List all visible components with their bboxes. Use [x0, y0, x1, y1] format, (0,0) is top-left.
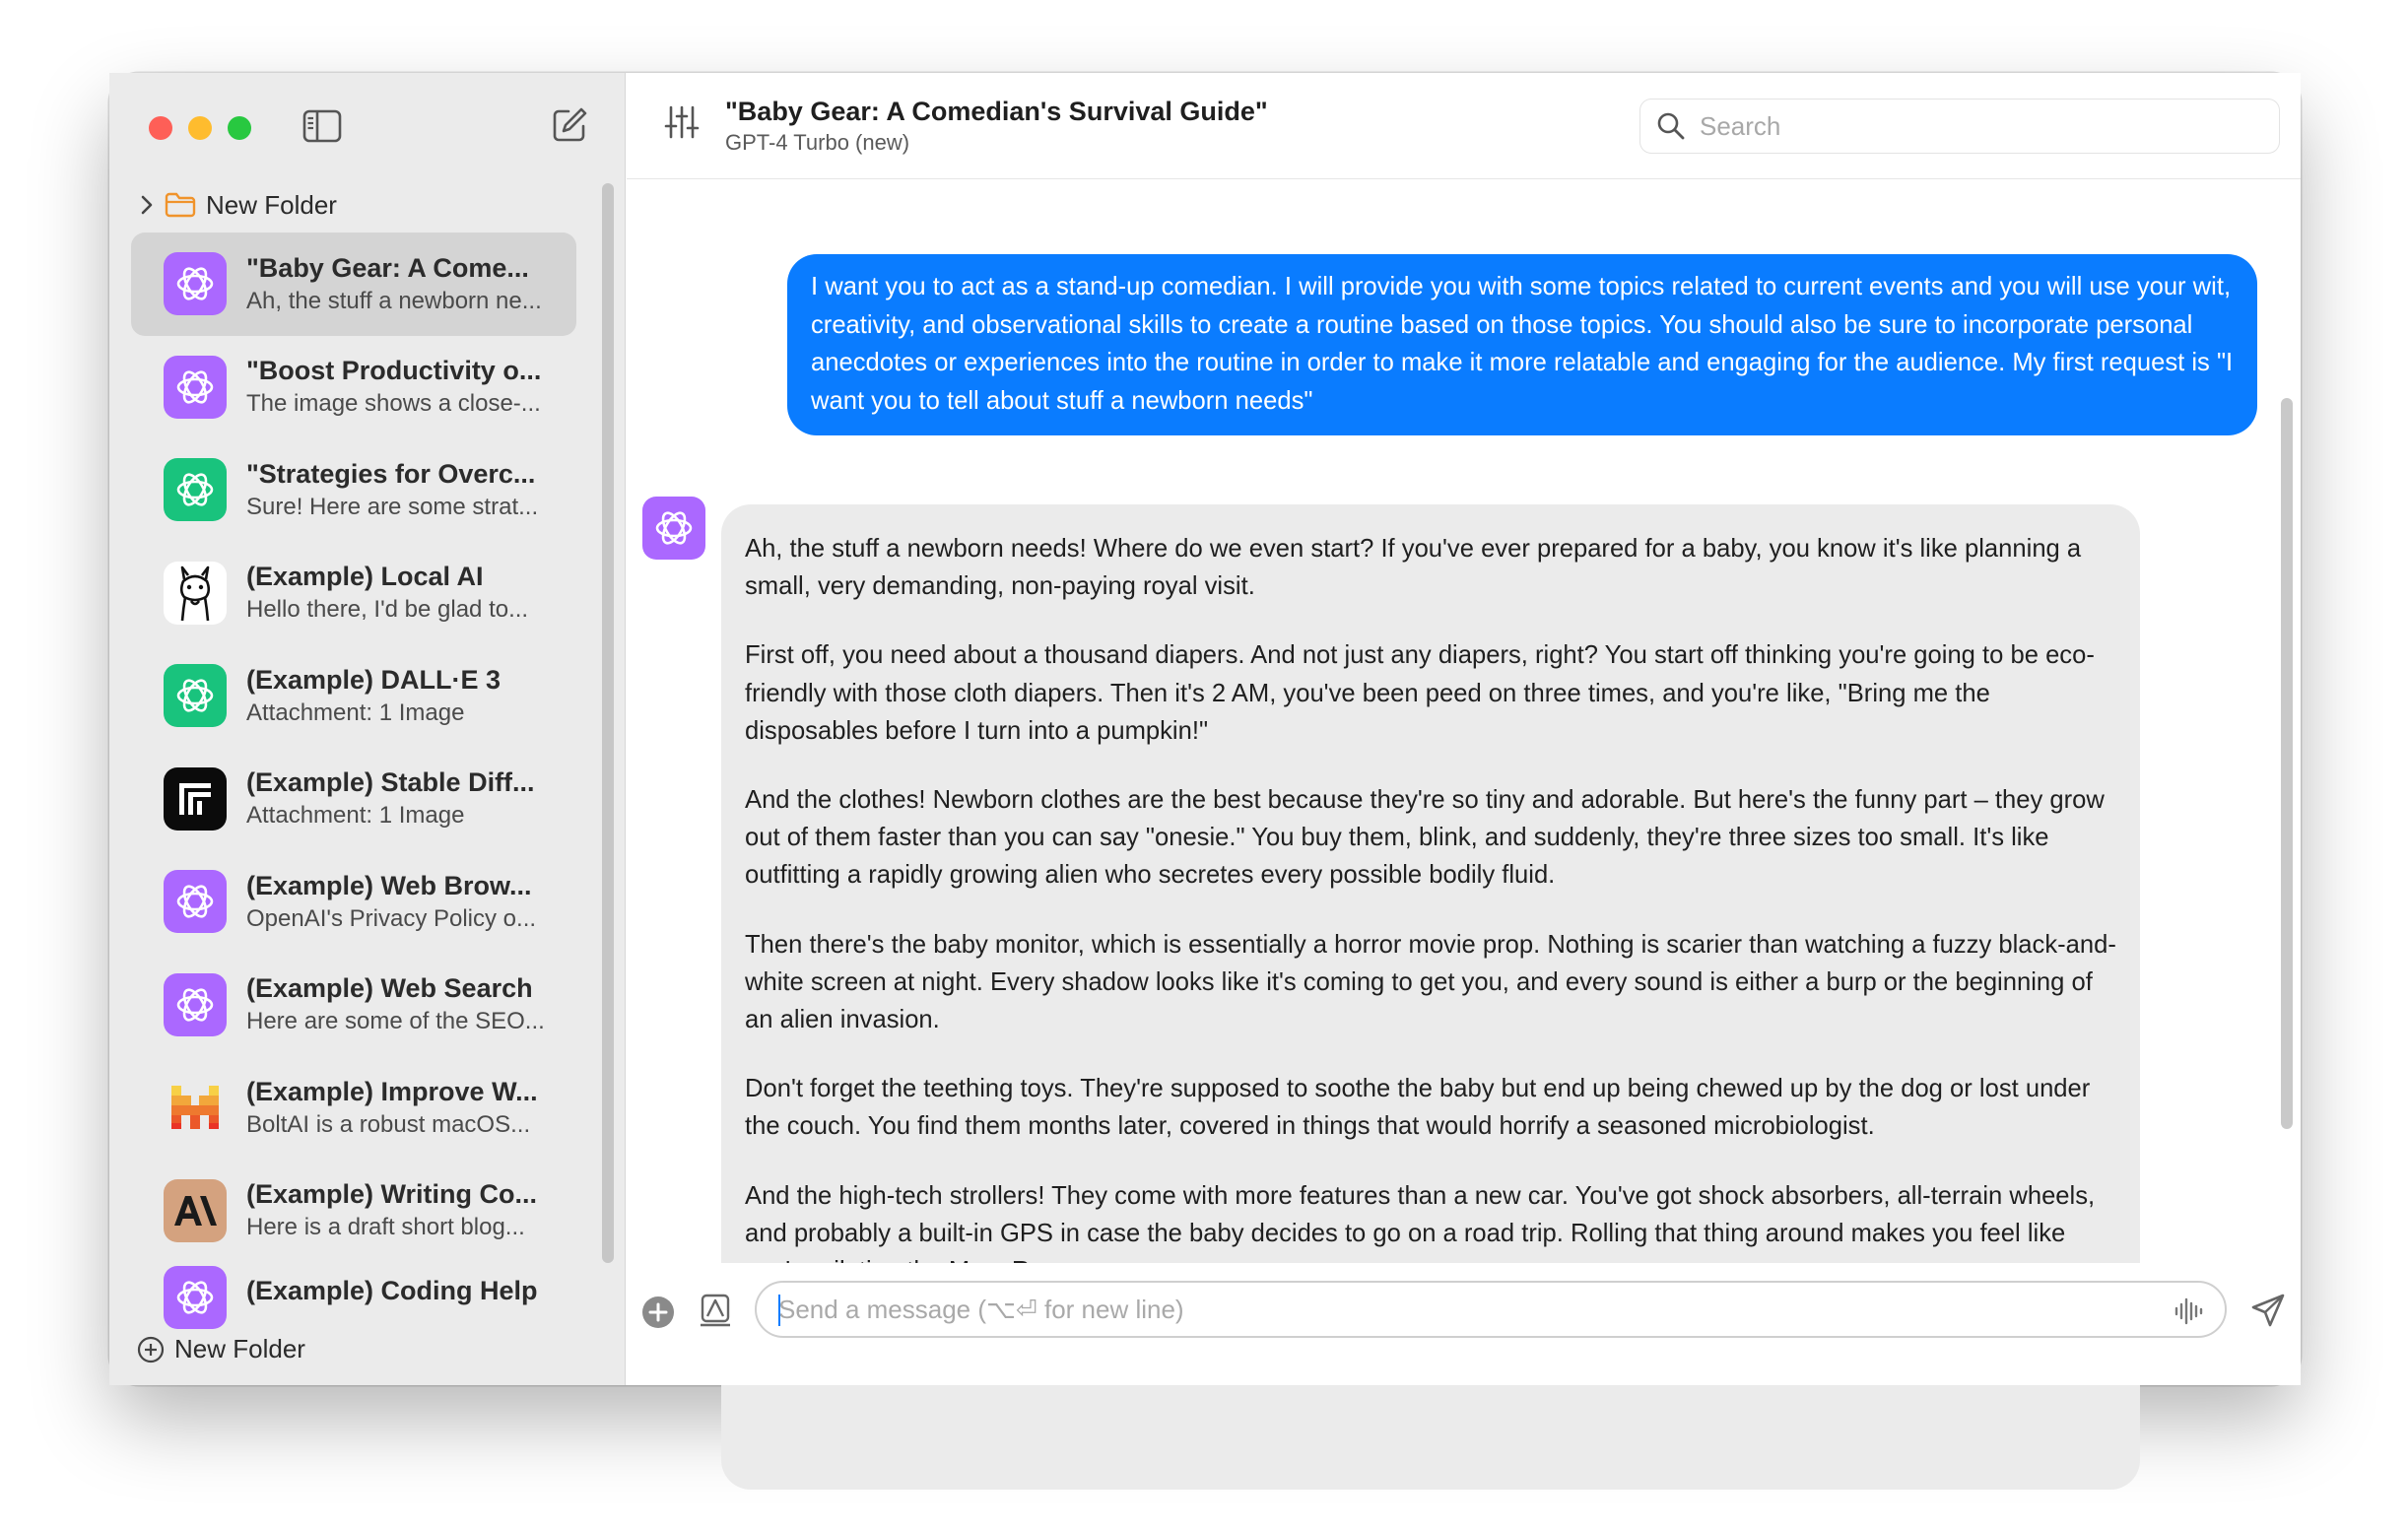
voice-waveform-icon[interactable] — [2174, 1296, 2205, 1327]
chat-preview: OpenAI's Privacy Policy o... — [246, 904, 537, 932]
chat-title: "Boost Productivity o... — [246, 356, 542, 386]
new-folder-button[interactable] — [137, 1334, 305, 1364]
avatar — [164, 664, 227, 727]
chat-item-dalle-3[interactable] — [131, 644, 576, 748]
message-list — [627, 181, 2301, 1336]
chat-item-baby-gear[interactable] — [131, 233, 576, 336]
anthropic-logo-icon — [172, 1194, 218, 1228]
sidebar — [109, 73, 626, 1385]
openai-logo-icon — [172, 879, 218, 924]
search-input[interactable] — [1700, 111, 2251, 142]
avatar — [164, 1076, 227, 1139]
zoom-window-button[interactable] — [228, 116, 251, 140]
new-chat-compose-icon[interactable] — [551, 106, 588, 144]
chat-list — [131, 233, 576, 1323]
openai-logo-icon — [651, 505, 697, 551]
chat-item-boost-productivity[interactable] — [131, 336, 576, 439]
chat-preview: The image shows a close-... — [246, 390, 541, 418]
chat-title: "Strategies for Overc... — [246, 458, 536, 489]
avatar — [164, 252, 227, 315]
add-attachment-plus-icon[interactable] — [640, 1295, 676, 1330]
avatar — [164, 458, 227, 521]
chat-preview: Here are some of the SEO... — [246, 1008, 545, 1035]
chat-preview: Attachment: 1 Image — [246, 802, 465, 830]
avatar — [164, 767, 227, 831]
chat-title: (Example) DALL·E 3 — [246, 664, 502, 695]
chat-preview: Sure! Here are some strat... — [246, 493, 539, 520]
openai-logo-icon — [172, 673, 218, 718]
chat-title: (Example) Web Brow... — [246, 870, 532, 900]
mistral-logo-icon — [169, 1084, 221, 1131]
composer — [627, 1263, 2301, 1385]
plus-circle-icon — [137, 1336, 165, 1363]
assistant-paragraph: And the high-tech strollers! They come with more features than a new car. You've got shock absorbers, all-terrain wheels, and probably a built-in GPS in case the baby decides to go on a road trip. Rolling that thing around makes you feel like — [745, 1181, 2096, 1247]
chat-item-writing-coach[interactable] — [131, 1160, 576, 1263]
chat-title: (Example) Improve W... — [246, 1076, 538, 1106]
app-window — [109, 73, 2301, 1385]
sidebar-scrollbar[interactable] — [602, 183, 614, 1263]
chat-header — [627, 73, 2301, 179]
openai-logo-icon — [172, 261, 218, 306]
chat-preview: Hello there, I'd be glad to... — [246, 596, 529, 624]
assistant-paragraph: First off, you need about a thousand diapers. And not just any diapers, right? You start off thinking you're going to be eco-friendly with those cloth diapers. Then it's 2 AM, you've been peed on three times, and you're like, "Bring me the disposables before I turn into a pumpkin!" — [745, 641, 2095, 745]
chat-pane — [627, 73, 2301, 1385]
avatar — [164, 562, 227, 625]
chat-preview: Attachment: 1 Image — [246, 698, 465, 726]
new-folder-label: New Folder — [174, 1334, 305, 1363]
user-message: I want you to act as a stand-up comedian. I will provide you with some topics related to current events and you will use your wit, creativity, and observational skills to create a routine based on those topics. You should also be sure to incorporate personal anecdotes or experiences into the routine in order to make it more relatable and engaging for the audience. My first request is "I want you to tell about stuff a newborn needs" — [787, 254, 2257, 435]
chat-item-web-browsing[interactable] — [131, 850, 576, 954]
model-name[interactable]: GPT-4 Turbo (new) — [725, 130, 910, 155]
search-box[interactable] — [1639, 99, 2280, 154]
avatar — [164, 1179, 227, 1242]
chat-title: (Example) Local AI — [246, 562, 484, 592]
chat-item-coding-help[interactable] — [131, 1262, 576, 1323]
folder-new-folder[interactable] — [139, 185, 337, 225]
send-paper-plane-icon[interactable] — [2250, 1293, 2286, 1328]
avatar — [164, 356, 227, 419]
stability-logo-icon — [175, 779, 215, 819]
sidebar-toggle-icon[interactable] — [302, 108, 342, 144]
prompt-library-icon[interactable] — [698, 1293, 733, 1328]
openai-logo-icon — [172, 1275, 218, 1320]
chat-title: (Example) Web Search — [246, 973, 533, 1004]
chat-item-improve-writing[interactable] — [131, 1056, 576, 1160]
avatar — [164, 1266, 227, 1329]
chevron-right-icon[interactable] — [139, 194, 155, 216]
chat-preview: Ah, the stuff a newborn ne... — [246, 287, 542, 314]
assistant-paragraph: Then there's the baby monitor, which is essentially a horror movie prop. Nothing is scarier than watching a fuzzy black-and-white screen at night. Every shadow looks like it's coming to get you, and every sound is either a burp or the beginning of an alien invasion. — [745, 930, 2116, 1034]
text-caret — [778, 1295, 780, 1326]
search-icon — [1656, 111, 1686, 141]
chat-title: (Example) Writing Co... — [246, 1179, 538, 1210]
chat-item-strategies[interactable] — [131, 438, 576, 542]
avatar — [164, 973, 227, 1036]
close-window-button[interactable] — [149, 116, 172, 140]
chat-preview: BoltAI is a robust macOS... — [246, 1110, 531, 1138]
chat-item-local-ai[interactable] — [131, 542, 576, 645]
sliders-icon[interactable] — [664, 104, 700, 140]
chat-preview: Here is a draft short blog... — [246, 1214, 525, 1241]
assistant-avatar — [642, 497, 705, 560]
openai-logo-icon — [172, 467, 218, 512]
chat-item-web-search[interactable] — [131, 954, 576, 1057]
assistant-paragraph: Ah, the stuff a newborn needs! Where do we even start? If you've ever prepared for a baby, you know it's like planning a small, very demanding, non-paying royal visit. — [745, 535, 2082, 601]
chat-title: "Baby Gear: A Comedian's Survival Guide" — [725, 97, 1268, 126]
openai-logo-icon — [172, 365, 218, 410]
chat-title: "Baby Gear: A Come... — [246, 252, 529, 283]
message-input-box[interactable] — [755, 1281, 2227, 1338]
llama-icon — [170, 564, 220, 623]
window-controls — [149, 116, 251, 140]
assistant-paragraph: Don't forget the teething toys. They're supposed to soothe the baby but end up being chewed up by the dog or lost under the couch. You find them months later, covered in things that would horrify a seasoned microbiologist. — [745, 1075, 2091, 1141]
openai-logo-icon — [172, 982, 218, 1028]
message-input[interactable] — [778, 1295, 2138, 1325]
minimize-window-button[interactable] — [188, 116, 212, 140]
chat-title: (Example) Stable Diff... — [246, 767, 535, 798]
folder-icon — [165, 192, 196, 218]
chat-title: (Example) Coding Help — [246, 1276, 538, 1305]
avatar — [164, 870, 227, 933]
chat-scrollbar[interactable] — [2281, 398, 2293, 1129]
chat-item-stable-diffusion[interactable] — [131, 748, 576, 851]
folder-label: New Folder — [206, 189, 337, 220]
assistant-paragraph: And the clothes! Newborn clothes are the best because they're so tiny and adorable. But here's the funny part – they grow out of them faster than you can say "onesie." You buy them, blink, and suddenly, they're three sizes too small. It's like outfitting a rapidly growing alien who secretes every possible bodily fluid. — [745, 786, 2105, 890]
